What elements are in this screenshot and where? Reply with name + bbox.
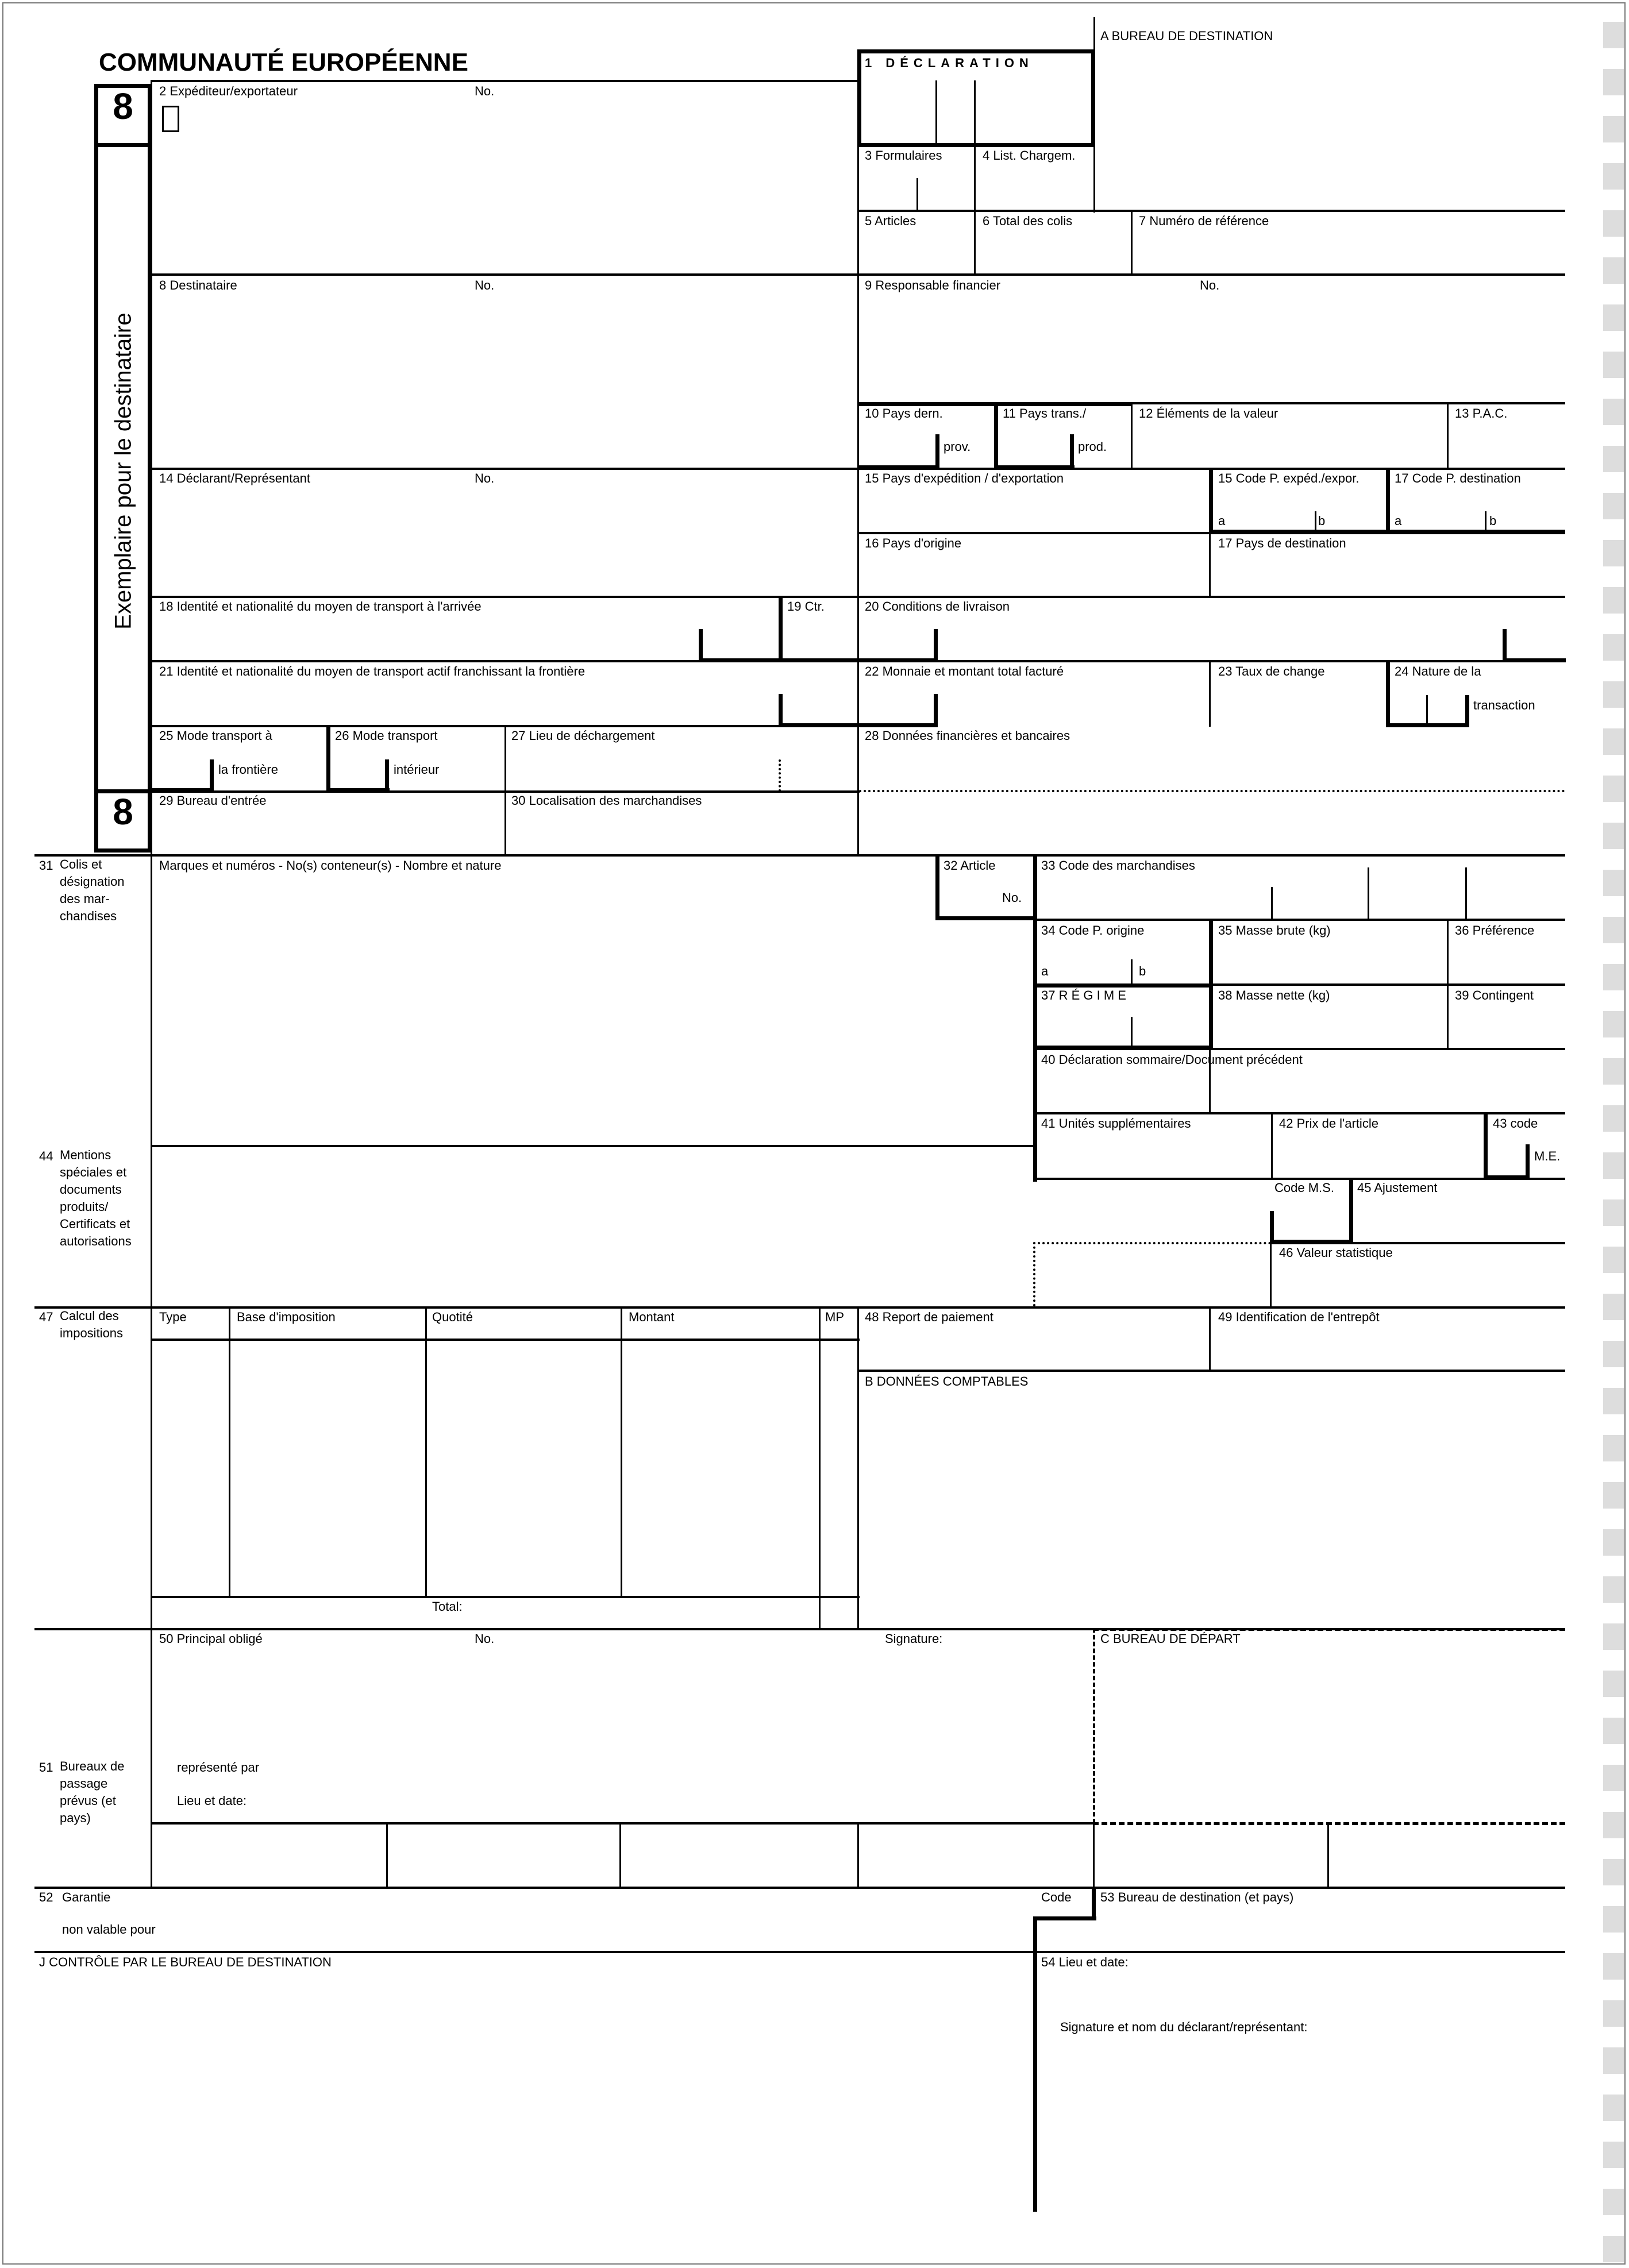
box-17-sub-b: b [1489,514,1497,528]
box-34-sub-b: b [1139,964,1146,978]
copy-label-vertical: Exemplaire pour le destinataire [110,313,136,630]
box-33-label: 33 Code des marchandises [1041,858,1195,873]
box-9-no: No. [1200,278,1220,292]
box-8-no: No. [475,278,495,292]
perforation-hole [1603,1859,1624,1885]
perforation-hole [1603,493,1624,519]
box-2-no: No. [475,84,495,98]
box-5-label: 5 Articles [865,214,916,228]
box-15-sub-a: a [1218,514,1226,528]
box-21-label: 21 Identité et nationalité du moyen de transport actif franchissant la frontière [159,664,586,678]
box-13-label: 13 P.A.C. [1455,406,1508,421]
box-30-label: 30 Localisation des marchandises [511,793,702,808]
perforation-hole [1603,681,1624,708]
box-44-number: 44 [39,1149,53,1163]
box-2-label: 2 Expéditeur/exportateur [159,84,298,98]
box-27-label: 27 Lieu de déchargement [511,728,655,743]
box-32-label: 32 Article [943,858,996,873]
box-53-label: 53 Bureau de destination (et pays) [1100,1890,1294,1904]
perforation-hole [1603,446,1624,472]
box-52-label: Garantie [62,1890,111,1904]
box-26-sub: intérieur [394,762,440,777]
office-j-label: J CONTRÔLE PAR LE BUREAU DE DESTINATION [39,1955,332,1969]
page-border [2,2,1626,2265]
place-date-label: Lieu et date: [177,1793,247,1808]
perforation-hole [1603,1247,1624,1273]
col-montant-header: Montant [629,1310,675,1324]
box-22-label: 22 Monnaie et montant total facturé [865,664,1064,678]
perforation-hole [1603,163,1624,190]
perforation-hole [1603,1623,1624,1650]
box-45-label: 45 Ajustement [1357,1181,1438,1195]
perforation-hole [1603,1953,1624,1980]
box-54-label: 54 Lieu et date: [1041,1955,1129,1969]
box-40-label: 40 Déclaration sommaire/Document précédent [1041,1052,1303,1067]
code-ms-label: Code M.S. [1274,1181,1334,1195]
box-19-label: 19 Ctr. [787,599,825,614]
represented-by-label: représenté par [177,1760,260,1775]
box-31-side-label: Colis et désignation des mar- chandises [60,857,125,923]
form-title: COMMUNAUTÉ EUROPÉENNE [99,48,468,76]
box-32-no: No. [1002,890,1022,905]
box-18-label: 18 Identité et nationalité du moyen de transport à l'arrivée [159,599,482,614]
box-12-label: 12 Éléments de la valeur [1139,406,1278,421]
box-9-label: 9 Responsable financier [865,278,1001,292]
box-24-sub: transaction [1473,698,1535,712]
total-label: Total: [432,1599,463,1614]
box-11-sub: prod. [1078,439,1107,454]
box-37-label: 37 R É G I M E [1041,988,1126,1002]
box-7-label: 7 Numéro de référence [1139,214,1269,228]
box-51-number: 51 [39,1760,53,1775]
box-28-label: 28 Données financières et bancaires [865,728,1070,743]
perforation-hole [1603,69,1624,95]
perforation-hole [1603,1199,1624,1226]
box-35-label: 35 Masse brute (kg) [1218,923,1331,938]
perforation-hole [1603,1765,1624,1791]
box-44-side-label: Mentions spéciales et documents produits/ Certificats et autorisations [60,1148,132,1248]
box-36-label: 36 Préférence [1455,923,1535,938]
box-26-label: 26 Mode transport [335,728,438,743]
perforation-hole [1603,2142,1624,2168]
perforation-hole [1603,1812,1624,1838]
perforation-hole [1603,823,1624,849]
signature-label: Signature: [885,1631,943,1646]
box-42-label: 42 Prix de l'article [1279,1116,1378,1131]
perforation-hole [1603,917,1624,943]
perforation-hole [1603,1671,1624,1697]
box-25-sub: la frontière [218,762,278,777]
copy-number-top: 8 [113,86,133,127]
box-46-label: 46 Valeur statistique [1279,1245,1393,1260]
perforation-hole [1603,257,1624,284]
perforation-hole [1603,634,1624,661]
perforation-hole [1603,1011,1624,1037]
box-6-label: 6 Total des colis [983,214,1073,228]
box-3-label: 3 Formulaires [865,148,942,163]
box-49-label: 49 Identification de l'entrepôt [1218,1310,1380,1324]
code-label: Code [1041,1890,1072,1904]
perforation-hole [1603,1152,1624,1179]
box-17-sub-a: a [1395,514,1402,528]
col-base-header: Base d'imposition [237,1310,336,1324]
box-25-label: 25 Mode transport à [159,728,272,743]
box-54-signature-label: Signature et nom du déclarant/représentant: [1060,2020,1308,2034]
perforation-hole [1603,1718,1624,1744]
perforation-hole [1603,210,1624,237]
perforation-hole [1603,2000,1624,2027]
box-52-sub: non valable pour [62,1922,156,1937]
copy-number-bottom: 8 [113,791,133,832]
perforation-hole [1603,1294,1624,1320]
box-43-label: 43 code [1493,1116,1538,1131]
perforation-hole [1603,1058,1624,1085]
perforation-hole [1603,2095,1624,2121]
office-b-label: B DONNÉES COMPTABLES [865,1374,1029,1388]
perforation-hole [1603,399,1624,425]
box-29-label: 29 Bureau d'entrée [159,793,267,808]
office-a-label: A BUREAU DE DESTINATION [1100,29,1273,43]
box-38-label: 38 Masse nette (kg) [1218,988,1330,1002]
box-23-label: 23 Taux de change [1218,664,1325,678]
box-50-no: No. [475,1631,495,1646]
box-14-no: No. [475,471,495,485]
perforation-hole [1603,964,1624,990]
box-15-code-label: 15 Code P. expéd./expor. [1218,471,1360,485]
box-47-number: 47 [39,1310,53,1324]
perforation-hole [1603,540,1624,566]
box-15-label: 15 Pays d'expédition / d'exportation [865,471,1064,485]
perforation-hole [1603,1576,1624,1603]
box-10-label: 10 Pays dern. [865,406,943,421]
box-31-label: Marques et numéros - No(s) conteneur(s) - Nombre et nature [159,858,502,873]
box-4-label: 4 List. Chargem. [983,148,1076,163]
box-34-sub-a: a [1041,964,1049,978]
perforation-hole [1603,728,1624,755]
perforation-hole [1603,587,1624,614]
box-31-number: 31 [39,858,53,873]
box-10-sub: prov. [943,439,971,454]
office-c-label: C BUREAU DE DÉPART [1100,1631,1241,1646]
box-17-code-label: 17 Code P. destination [1395,471,1521,485]
box-43-sub: M.E. [1534,1149,1561,1163]
box-11-label: 11 Pays trans./ [1003,406,1087,421]
box-16-label: 16 Pays d'origine [865,536,962,550]
perforation-hole [1603,352,1624,378]
perforation-hole [1603,1388,1624,1414]
perforation-hole [1603,2236,1624,2262]
perforation-hole [1603,776,1624,802]
box-48-label: 48 Report de paiement [865,1310,993,1324]
perforation-hole [1603,304,1624,331]
box-41-label: 41 Unités supplémentaires [1041,1116,1191,1131]
perforation-hole [1603,1105,1624,1132]
box-1-label: 1 DÉCLARATION [865,56,1034,70]
box-14-label: 14 Déclarant/Représentant [159,471,310,485]
perforation-hole [1603,22,1624,48]
perforation-hole [1603,1435,1624,1461]
perforation-hole [1603,1529,1624,1556]
box-51-side-label: Bureaux de passage prévus (et pays) [60,1759,125,1825]
perforation-hole [1603,1482,1624,1509]
box-52-number: 52 [39,1890,53,1904]
box-47-side-label: Calcul des impositions [60,1309,124,1340]
perforation-hole [1603,2047,1624,2074]
perforation-hole [1603,1906,1624,1933]
box-17-label: 17 Pays de destination [1218,536,1346,550]
col-quotite-header: Quotité [432,1310,473,1324]
col-type-header: Type [159,1310,187,1324]
col-mp-header: MP [825,1310,844,1324]
box-34-label: 34 Code P. origine [1041,923,1145,938]
box-20-label: 20 Conditions de livraison [865,599,1010,614]
box-50-label: 50 Principal obligé [159,1631,263,1646]
box-24-label: 24 Nature de la [1395,664,1481,678]
perforation-hole [1603,1341,1624,1367]
perforation-hole [1603,2189,1624,2215]
box-15-sub-b: b [1318,514,1326,528]
perforation-hole [1603,870,1624,896]
perforation-hole [1603,116,1624,142]
box-8-label: 8 Destinataire [159,278,237,292]
box-39-label: 39 Contingent [1455,988,1534,1002]
exporter-checkbox[interactable] [162,106,179,132]
